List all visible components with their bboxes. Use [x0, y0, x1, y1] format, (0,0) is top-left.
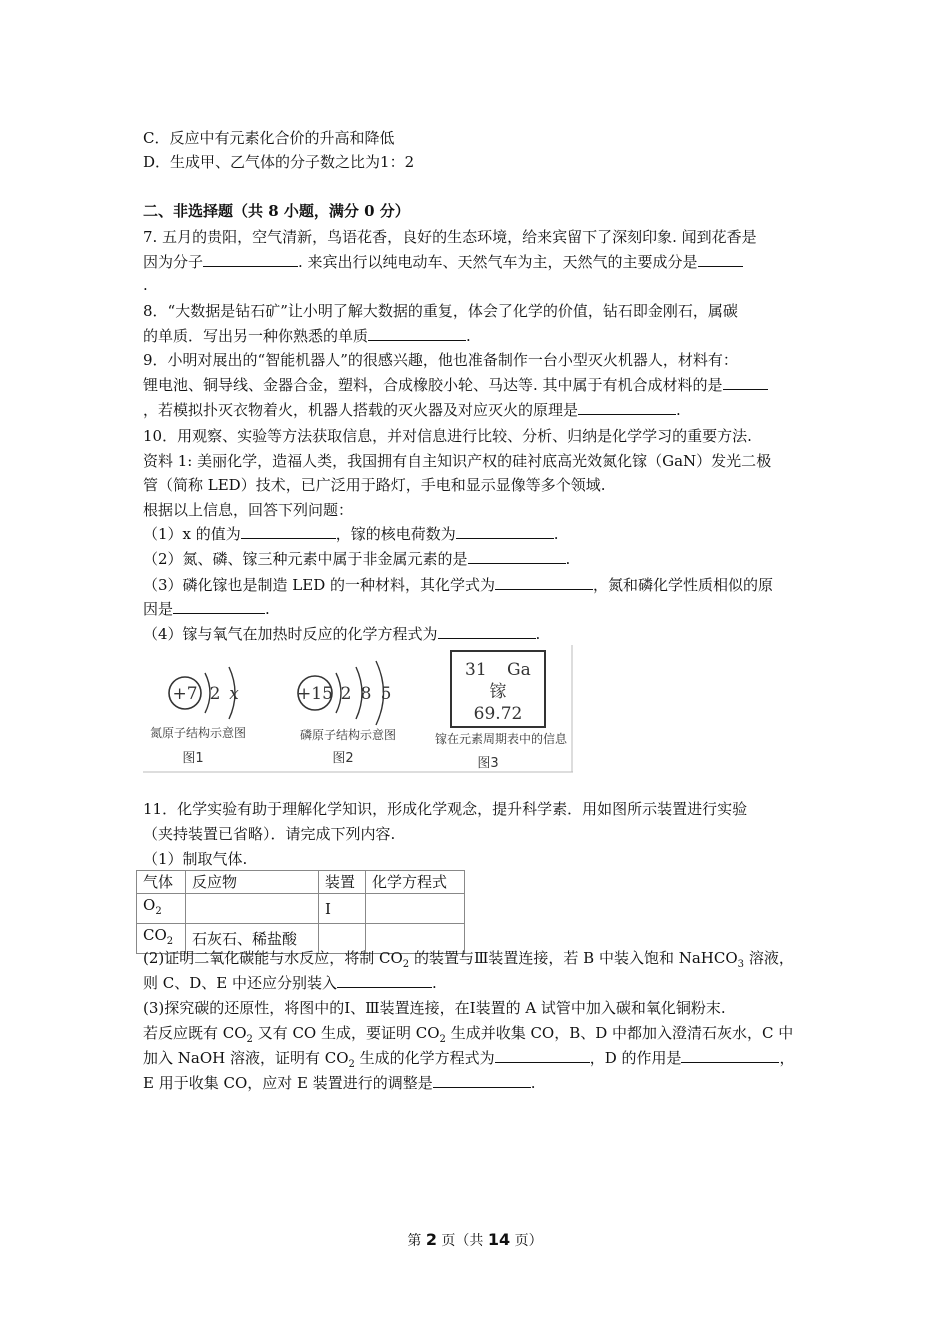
answer-blank[interactable]	[173, 599, 265, 614]
fig3-label: 图3	[477, 756, 499, 771]
fig2-label: 图2	[332, 751, 354, 766]
q10-line4: 根据以上信息，回答下列问题：	[143, 501, 354, 519]
atomic-structure-figure	[143, 645, 573, 773]
answer-blank[interactable]	[433, 1073, 531, 1088]
q8-line1: 8．“大数据是钻石矿”让小明了解大数据的重复，体会了化学的价值，钻石即金刚石，属碳	[143, 302, 738, 320]
cell-gas: $O_2$	[137, 894, 186, 924]
p-shell3-count: 5	[380, 684, 392, 704]
header-device: 装置	[319, 871, 366, 894]
ga-name: 镓	[489, 682, 507, 702]
answer-blank[interactable]	[681, 1048, 779, 1063]
option-c: C．反应中有元素化合价的升高和降低	[143, 129, 395, 147]
answer-blank[interactable]	[495, 575, 593, 590]
q7-line1: 7. 五月的贵阳，空气清新，鸟语花香，良好的生态环境，给来宾留下了深刻印象. 闻到花香是	[143, 228, 757, 246]
q11-line1: 11．化学实验有助于理解化学知识，形成化学观念，提升科学素．用如图所示装置进行实验	[143, 800, 748, 818]
header-reactant: 反应物	[186, 871, 319, 894]
q7-line2: 因为分子 . 来宾出行以纯电动车、天然气车为主，天然气的主要成分是	[143, 251, 743, 273]
header-equation: 化学方程式	[366, 871, 465, 894]
section-heading: 二、非选择题（共 8 小题，满分 0 分）	[143, 202, 410, 220]
answer-blank[interactable]	[723, 375, 768, 390]
q10-line1: 10．用观察、实验等方法获取信息，并对信息进行比较、分析、归纳是化学学习的重要方法.	[143, 427, 752, 445]
ga-atomic-number: 31	[465, 660, 487, 680]
p-nucleus-text: +15	[297, 684, 333, 704]
page-footer: 第 2 页（共 14 页）	[407, 1230, 543, 1249]
fig1-label: 图1	[182, 751, 204, 766]
q9-line1: 9．小明对展出的“智能机器人”的很感兴趣，他也准备制作一台小型灭火机器人，材料有：	[143, 351, 738, 369]
p-shell1-count: 2	[340, 684, 352, 704]
n-shell2-count: x	[229, 684, 239, 704]
q11-part3-line2: 若反应既有 $CO_2$ 又有 CO 生成，要证明 $CO_2$ 生成并收集 CO，B、D 中都加入澄清石灰水，C 中	[143, 1024, 794, 1045]
answer-blank[interactable]	[337, 973, 432, 988]
ga-symbol: Ga	[507, 660, 531, 680]
cell-reactant[interactable]	[186, 894, 319, 924]
p-caption: 磷原子结构示意图	[299, 728, 397, 742]
p-shell2-count: 8	[360, 684, 372, 704]
cell-gas: $CO_2$	[137, 924, 186, 954]
answer-blank[interactable]	[698, 252, 743, 267]
option-d: D．生成甲、乙气体的分子数之比为1：2	[143, 153, 415, 171]
ga-caption: 镓在元素周期表中的信息	[434, 732, 568, 746]
q10-line3: 管（简称 LED）技术，已广泛用于路灯，手电和显示显像等多个领域.	[143, 476, 606, 494]
cell-equation[interactable]	[366, 894, 465, 924]
q10-line2: 资料 1: 美丽化学，造福人类，我国拥有自主知识产权的硅衬底高光效氮化镓（GaN）发光二极	[143, 452, 772, 470]
q9-line3: ，若模拟扑灭衣物着火，机器人搭载的灭火器及对应灭火的原理是 .	[143, 401, 681, 419]
q11-line2: （夹持装置已省略）．请完成下列内容.	[143, 825, 396, 843]
answer-blank[interactable]	[456, 524, 554, 539]
q11-part3-line4: E 用于收集 CO，应对 E 装置进行的调整是 .	[143, 1074, 536, 1092]
answer-blank[interactable]	[495, 1048, 590, 1063]
q8-line2: 的单质．写出另一种你熟悉的单质 .	[143, 327, 471, 345]
q10-part3-cont: 因是 .	[143, 600, 270, 618]
n-shell1-count: 2	[209, 684, 221, 704]
answer-blank[interactable]	[438, 624, 536, 639]
cell-device: Ⅰ	[319, 894, 366, 924]
q11-part3-line3: 加入 NaOH 溶液，证明有 $CO_2$ 生成的化学方程式为 ，D 的作用是 ，	[143, 1049, 795, 1070]
n-caption: 氮原子结构示意图	[149, 726, 247, 740]
n-nucleus-text: +7	[172, 684, 198, 704]
q10-part2: （2）氮、磷、镓三种元素中属于非金属元素的是 .	[143, 550, 571, 568]
answer-blank[interactable]	[241, 524, 336, 539]
q9-line2: 锂电池、铜导线、金器合金，塑料，合成橡胶小轮、马达等. 其中属于有机合成材料的是	[143, 374, 768, 396]
answer-blank[interactable]	[468, 549, 566, 564]
table-header-row	[137, 871, 465, 894]
q10-part1: （1）x 的值为 ，镓的核电荷数为 .	[143, 525, 559, 543]
q7-line3: .	[143, 276, 148, 294]
answer-blank[interactable]	[368, 326, 466, 341]
header-gas: 气体	[137, 871, 186, 894]
table-row	[137, 894, 465, 924]
q11-part2: (2)证明二氧化碳能与水反应，将制 $CO_2$ 的装置与Ⅲ装置连接，若 B 中装入饱和 NaHCO$_3$ 溶液，	[143, 949, 794, 970]
q10-part3: （3）磷化镓也是制造 LED 的一种材料，其化学式为 ，氮和磷化学性质相似的原	[143, 576, 774, 594]
q10-part4: （4）镓与氧气在加热时反应的化学方程式为 .	[143, 625, 541, 643]
gas-preparation-table	[136, 870, 465, 954]
q11-part3: (3)探究碳的还原性，将图中的Ⅰ、Ⅲ装置连接，在Ⅰ装置的 A 试管中加入碳和氧化铜粉末.	[143, 999, 726, 1017]
answer-blank[interactable]	[578, 400, 676, 415]
answer-blank[interactable]	[203, 252, 298, 267]
q11-part2-cont: 则 C、D、E 中还应分别装入 .	[143, 974, 437, 992]
cell-reactant: 石灰石、稀盐酸	[186, 924, 319, 954]
ga-mass: 69.72	[473, 704, 523, 724]
q11-part1: （1）制取气体.	[143, 850, 248, 868]
